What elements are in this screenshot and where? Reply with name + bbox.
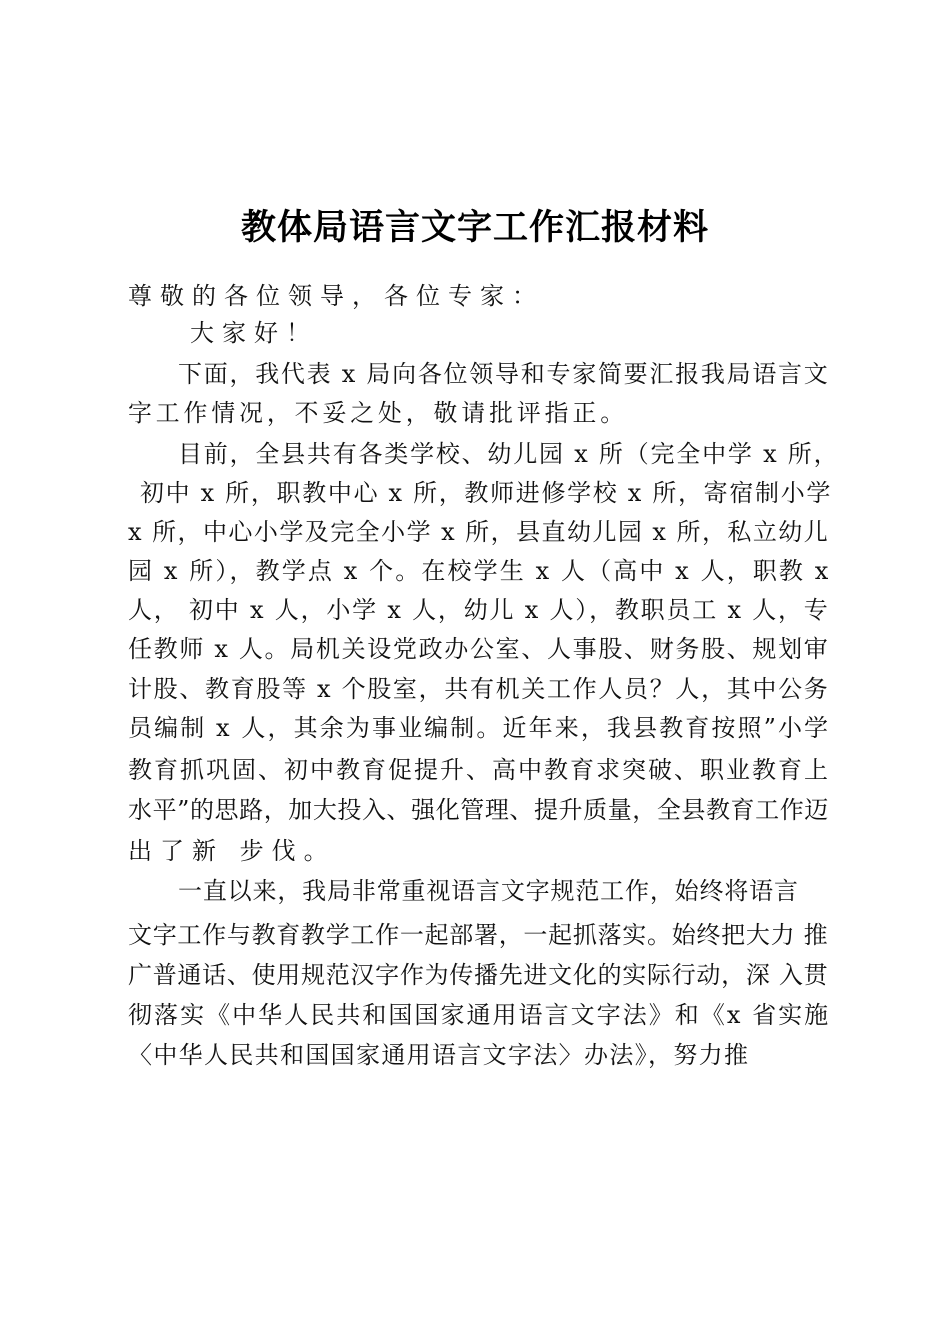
text-line: 初中 x 所，职教中心 x 所，教师进修学校 x 所，寄宿制小学 — [140, 479, 833, 507]
text-line: 〈中华人民共和国国家通用语言文字法〉办法》，努力推 — [128, 1041, 750, 1069]
text-line: 园 x 所），教学点 x 个。在校学生 x 人（高中 x 人，职教 x — [128, 557, 831, 585]
text-line: 尊敬的各位领导，各位专家： — [128, 282, 544, 310]
text-line: 广普通话、使用规范汉字作为传播先进文化的实际行动，深 入贯 — [128, 961, 829, 989]
text-line: 员编制 x 人，其余为事业编制。近年来，我县教育按照”小学 — [128, 714, 831, 742]
text-line: 一直以来，我局非常重视语言文字规范工作，始终将语言 — [178, 877, 799, 905]
text-line: 大家好！ — [190, 319, 318, 347]
document-title: 教体局语言文字工作汇报材料 — [240, 208, 709, 248]
text-line: 教育抓巩固、初中教育促提升、高中教育求突破、职业教育上 — [128, 756, 830, 784]
text-line: 计股、教育股等 x 个股室，共有机关工作人员？人，其中公务 — [128, 675, 830, 703]
text-line: 彻落实《中华人民共和国国家通用语言文字法》和《x 省实施 — [128, 1001, 831, 1029]
text-line: 下面，我代表 x 局向各位领导和专家简要汇报我局语言文 — [178, 360, 830, 388]
text-line: 水平”的思路，加大投入、强化管理、提升质量，全县教育工作迈 — [128, 796, 829, 824]
text-line: 字工作情况，不妥之处，敬请批评指正。 — [128, 399, 628, 427]
text-line: 出了新 步伐。 — [128, 837, 336, 865]
text-line: 任教师 x 人。局机关设党政办公室、人事股、财务股、规划审 — [128, 635, 830, 663]
text-line: 目前，全县共有各类学校、幼儿园 x 所（完全中学 x 所， — [178, 440, 840, 468]
text-line: 文字工作与教育教学工作一起部署，一起抓落实。始终把大力 推 — [128, 921, 829, 949]
text-line: 人， 初中 x 人，小学 x 人，幼儿 x 人），教职员工 x 人，专 — [128, 596, 830, 624]
text-line: x 所，中心小学及完全小学 x 所，县直幼儿园 x 所，私立幼儿 — [128, 518, 830, 546]
